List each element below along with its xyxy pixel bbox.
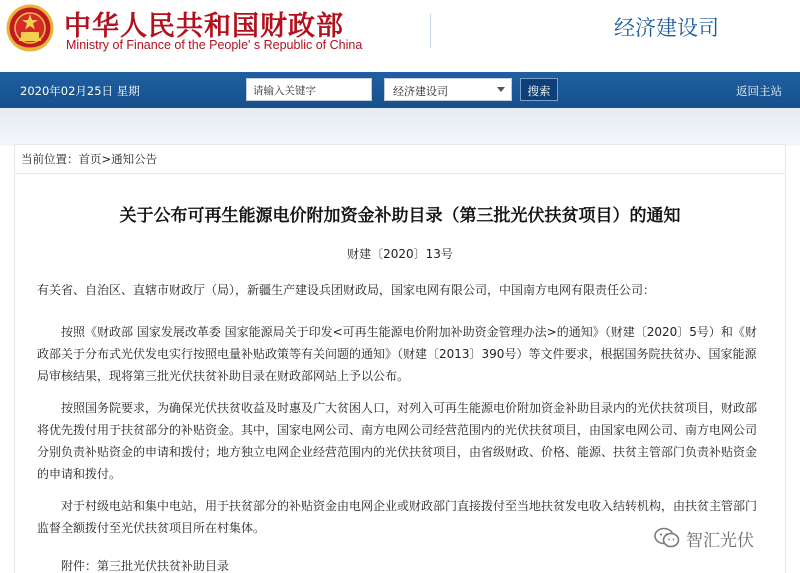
- section-name: 经济建设司: [614, 16, 719, 40]
- wechat-icon: [654, 527, 680, 549]
- header-divider: [430, 14, 431, 48]
- body-paragraph-1: [37, 321, 767, 387]
- watermark-text: 智汇光伏: [686, 531, 754, 551]
- category-select-value: 经济建设司: [393, 85, 448, 98]
- decorative-banner: [0, 108, 800, 146]
- national-emblem-icon: [6, 4, 54, 54]
- body-paragraph-1-text: 按照《财政部 国家发展改革委 国家能源局关于印发<可再生能源电价附加补助资金管理办法>的通知》（财建〔2020〕5号）和《财政部关于分布式光伏发电实行按照电量补贴政策等有关问题的通知》（财建〔2013〕390号）等文件要求，根据国务院扶贫办、国家能源局审核结果，现将第三批光伏扶贫补助目录在财政部网站上予以公布。: [37, 325, 757, 383]
- attachment-label: 附件：: [61, 559, 98, 573]
- chevron-down-icon: [497, 87, 505, 92]
- breadcrumb-separator: >: [101, 152, 112, 166]
- ministry-name-en: Ministry of Finance of the People' s Republic of China: [66, 38, 363, 52]
- attachment-line: [37, 555, 767, 573]
- attachment-link[interactable]: 第三批光伏扶贫补助目录: [97, 559, 230, 573]
- nav-toolbar: [0, 72, 800, 108]
- body-paragraph-2-text: 按照国务院要求，为确保光伏扶贫收益及时惠及广大贫困人口，对列入可再生能源电价附加资金补助目录内的光伏扶贫项目，财政部将优先拨付用于扶贫部分的补贴资金。其中，国家电网公司、南方电网公司经营范围内的光伏扶贫项目，由国家电网公司、南方电网公司分别负责补贴资金的申请和拨付；地方独立电网企业经营范围内的光伏扶贫项目，由省级财政、价格、能源、扶贫主管部门负责补贴资金的申请和拨付。: [37, 401, 758, 481]
- breadcrumb-divider: [15, 173, 785, 174]
- current-date: 2020年02月25日 星期: [20, 84, 140, 98]
- article-container: [14, 144, 786, 573]
- breadcrumb: [21, 151, 157, 167]
- search-input[interactable]: 请输入关键字: [246, 78, 372, 101]
- breadcrumb-prefix: 当前位置：: [21, 152, 79, 166]
- article-title: 关于公布可再生能源电价附加资金补助目录（第三批光伏扶贫项目）的通知: [119, 206, 681, 226]
- breadcrumb-home-link[interactable]: 首页: [78, 152, 102, 166]
- document-number: 财建〔2020〕13号: [347, 247, 453, 261]
- search-button[interactable]: 搜索: [520, 78, 558, 101]
- breadcrumb-current[interactable]: 通知公告: [111, 152, 158, 166]
- return-home-link[interactable]: 返回主站: [736, 84, 782, 98]
- category-select[interactable]: [384, 78, 512, 101]
- ministry-name-cn: 中华人民共和国财政部: [64, 11, 344, 42]
- body-paragraph-3-text: 对于村级电站和集中电站，用于扶贫部分的补贴资金由电网企业或财政部门直接拨付至当地扶贫发电收入结转机构，由扶贫主管部门监督全额拨付至光伏扶贫项目所在村集体。: [37, 499, 758, 535]
- site-header: [0, 0, 800, 72]
- body-paragraph-2: [37, 397, 767, 485]
- addressees-paragraph: 有关省、自治区、直辖市财政厅（局），新疆生产建设兵团财政局，国家电网有限公司，中国南方电网有限责任公司：: [37, 283, 656, 297]
